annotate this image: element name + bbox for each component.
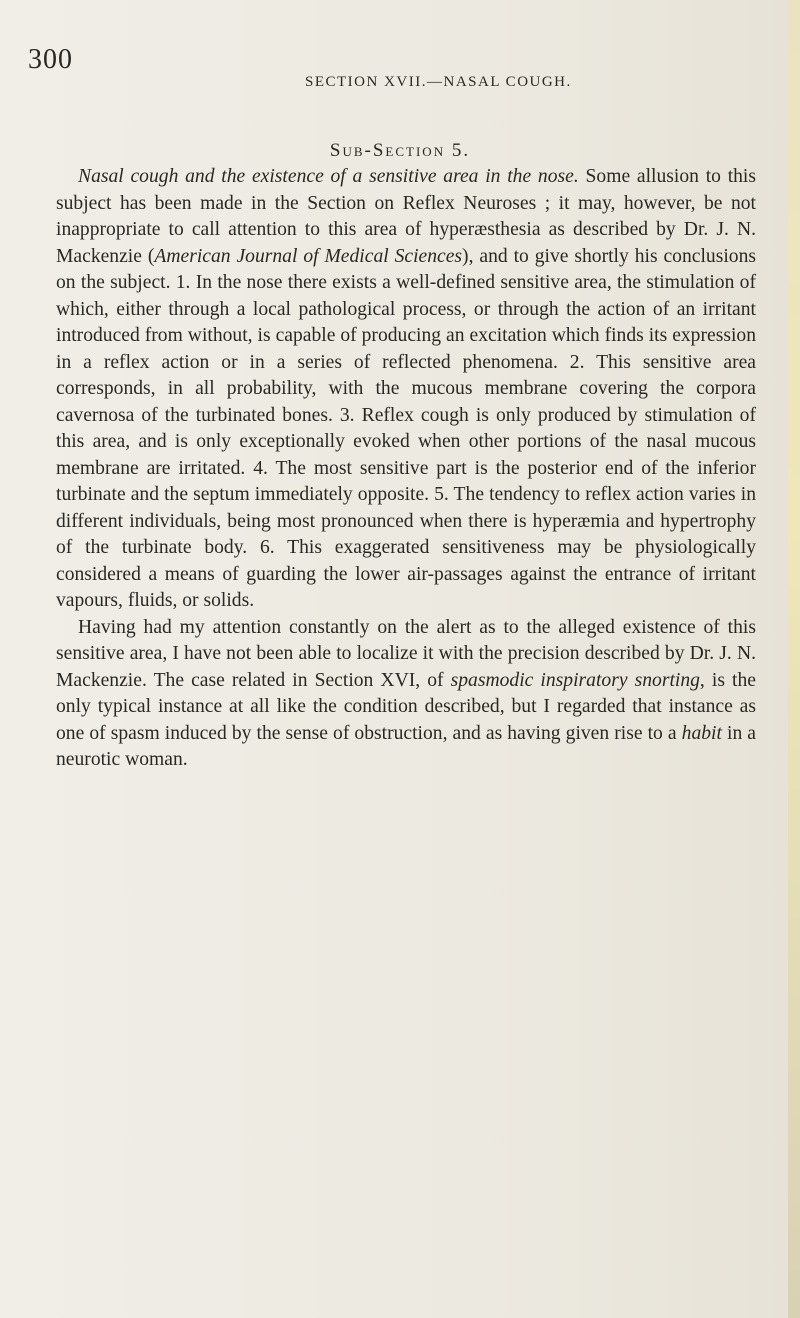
body-text: [56, 164, 756, 774]
running-head: SECTION XVII.—NASAL COUGH.: [305, 74, 572, 90]
italic-term: habit: [681, 722, 722, 744]
paragraph-nasal-cough: [56, 164, 756, 615]
paragraph-text: Having had my attention constantly on the alert as to the alleged existence of this sensitive area, I have not been able to localize it with the precision described by Dr. J. N. Mackenzie. The case related in Section XVI, of: [56, 616, 756, 691]
italic-term: spasmodic inspiratory snorting: [450, 669, 700, 691]
subsection-heading: Sub-Section 5.: [329, 140, 471, 161]
paragraph-author-observation: [56, 615, 756, 774]
paragraph-text: in a neurotic woman.: [56, 722, 756, 770]
paragraph-text: ), and to give shortly his conclusions on the subject. 1. In the nose there exists a well-defined sensitive area, the stimulation of which, either through a local pathological process, or through the action of an irritant introduced from without, is capable of producing an excitation which finds its expression in a reflex action or in a series of reflected phenomena. 2. This sensitive area corresponds, in all probability, with the mucous membrane covering the corpora cavernosa of the turbinated bones. 3. Reflex cough is only produced by stimulation of this area, and is only exceptionally evoked when other portions of the nasal mucous membrane are irritated. 4. The most sensitive part is the posterior end of the inferior turbinate and the septum immediately opposite. 5. The tendency to reflex action varies in different individuals, being most pronounced when there is hyperæmia and hypertrophy of the turbinate body. 6. This exaggerated sensitiveness may be physiologically considered a means of guarding the lower air-passages against the entrance of irritant vapours, fluids, or solids.: [56, 245, 757, 611]
page-edge: [788, 0, 800, 1318]
paragraph-text: , is the only typical instance at all like the condition described, but I regarded that instance as one of spasm induced by the sense of obstruction, and as having given rise to a: [56, 669, 756, 744]
paragraph-text: Some allusion to this subject has been made in the Section on Reflex Neuroses ; it may, however, be not inappropriate to call attention to this area of hyperæsthesia as described by Dr. J. N. Mackenzie (: [56, 166, 756, 267]
journal-title: American Journal of Medical Sciences: [154, 245, 463, 267]
page-number: 300: [28, 44, 73, 75]
paragraph-title: Nasal cough and the existence of a sensitive area in the nose.: [78, 166, 579, 187]
